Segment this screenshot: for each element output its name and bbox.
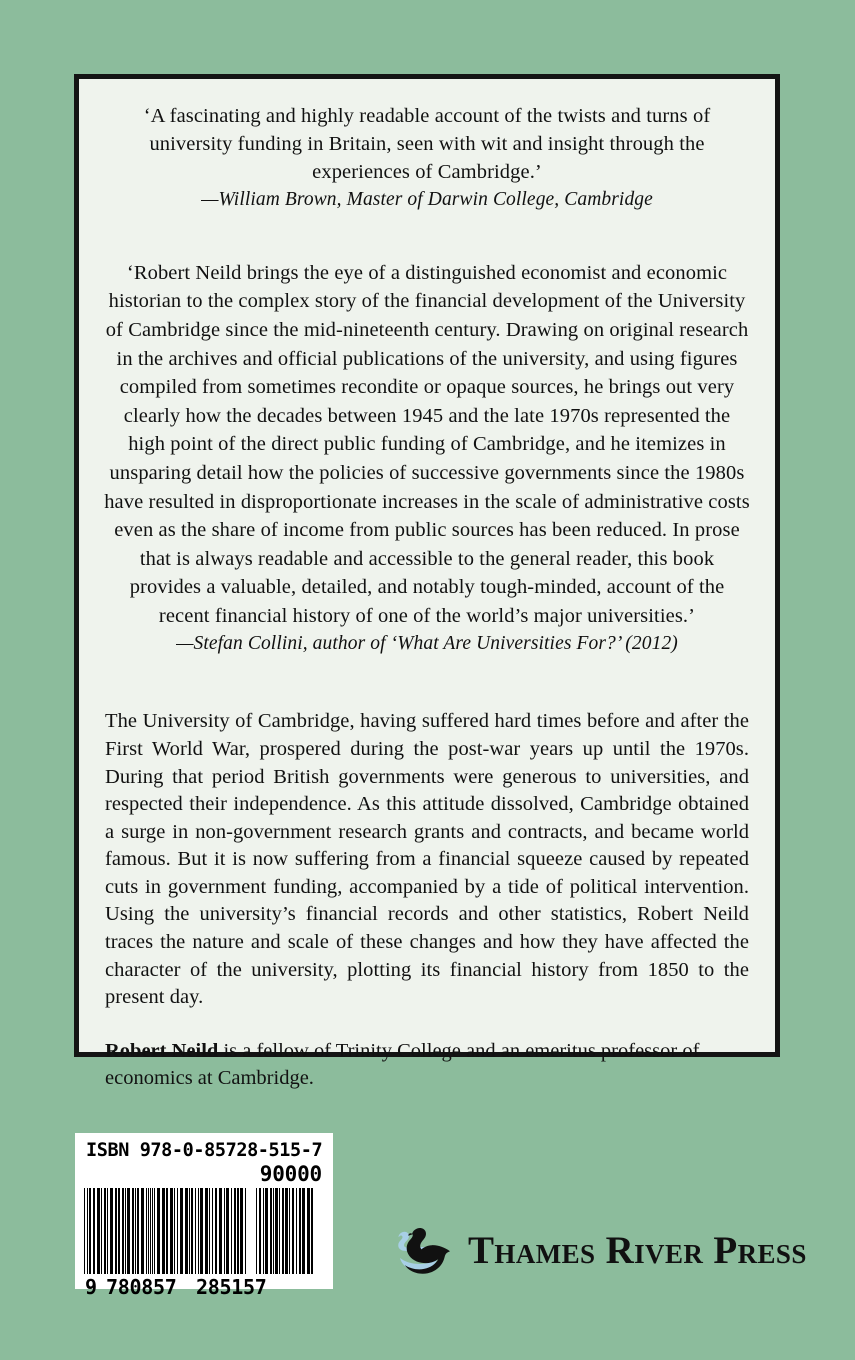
isbn-barcode xyxy=(75,1133,333,1299)
author-bio-text: is a fellow of Trinity College and an emeritus professor of economics at Cambridge. xyxy=(105,1039,700,1090)
author-bio xyxy=(105,1038,749,1093)
ean5-addon-bars xyxy=(256,1188,315,1274)
barcode-addon-value: 90000 xyxy=(259,1162,322,1186)
swan-icon xyxy=(392,1222,458,1278)
ean-lead-digit: 9 xyxy=(85,1275,97,1299)
ean-left-group: 780857 xyxy=(106,1275,177,1299)
isbn-label: ISBN 978-0-85728-515-7 xyxy=(86,1140,323,1161)
publisher-name: Thames River Press xyxy=(468,1228,807,1272)
blurb-1-quote: ‘A fascinating and highly readable account of the twists and turns of university funding in Britain, seen with wit and insight through the experiences of Cambridge.’ xyxy=(143,105,711,183)
blurb-2-quote: ‘Robert Neild brings the eye of a distinguished economist and economic historian to the complex story of the financial development of the University of Cambridge since the mid-nineteenth century. Drawing on original research in the archives and official publications of the university, and using figures compiled from sometimes recondite or opaque sources, he brings out very clearly how the decades between 1945 and the late 1970s represented the high point of the direct public funding of Cambridge, and he itemizes in unsparing detail how the policies of successive governments since the 1980s have resulted in disproportionate increases in the scale of administrative costs even as the share of income from public sources has been reduced. In prose that is always readable and accessible to the general reader, this book provides a valuable, detailed, and notably tough-minded, account of the recent financial history of one of the world’s major universities.’ xyxy=(104,261,750,627)
ean13-bars xyxy=(84,1188,247,1274)
ean-right-group: 285157 xyxy=(196,1275,267,1299)
cover-text-panel xyxy=(74,74,780,1090)
blurb-2 xyxy=(103,259,751,657)
barcode-bars-row xyxy=(84,1188,324,1274)
blurb-2-attribution: —Stefan Collini, author of ‘What Are Universities For?’ (2012) xyxy=(176,632,678,654)
ean-digit-row xyxy=(84,1275,324,1299)
blurb-1-attribution: —William Brown, Master of Darwin College, Cambridge xyxy=(201,188,653,210)
publisher-logo xyxy=(392,1222,807,1278)
blurb-1 xyxy=(103,103,751,213)
author-name: Robert Neild xyxy=(105,1039,219,1062)
endorsement-blurbs xyxy=(103,103,751,656)
book-description xyxy=(103,708,751,1092)
description-paragraph: The University of Cambridge, having suffered hard times before and after the First World War, prospered during the post-war years up until the 1970s. During that period British governments were generous to universities, and respected their independence. As this attitude dissolved, Cambridge obtained a surge in non-government research grants and contracts, and became world famous. But it is now suffering from a financial squeeze caused by repeated cuts in government funding, accompanied by a tide of political intervention. Using the university’s financial records and other statistics, Robert Neild traces the nature and scale of these changes and how they have affected the character of the university, plotting its financial history from 1850 to the present day. xyxy=(105,710,749,1009)
